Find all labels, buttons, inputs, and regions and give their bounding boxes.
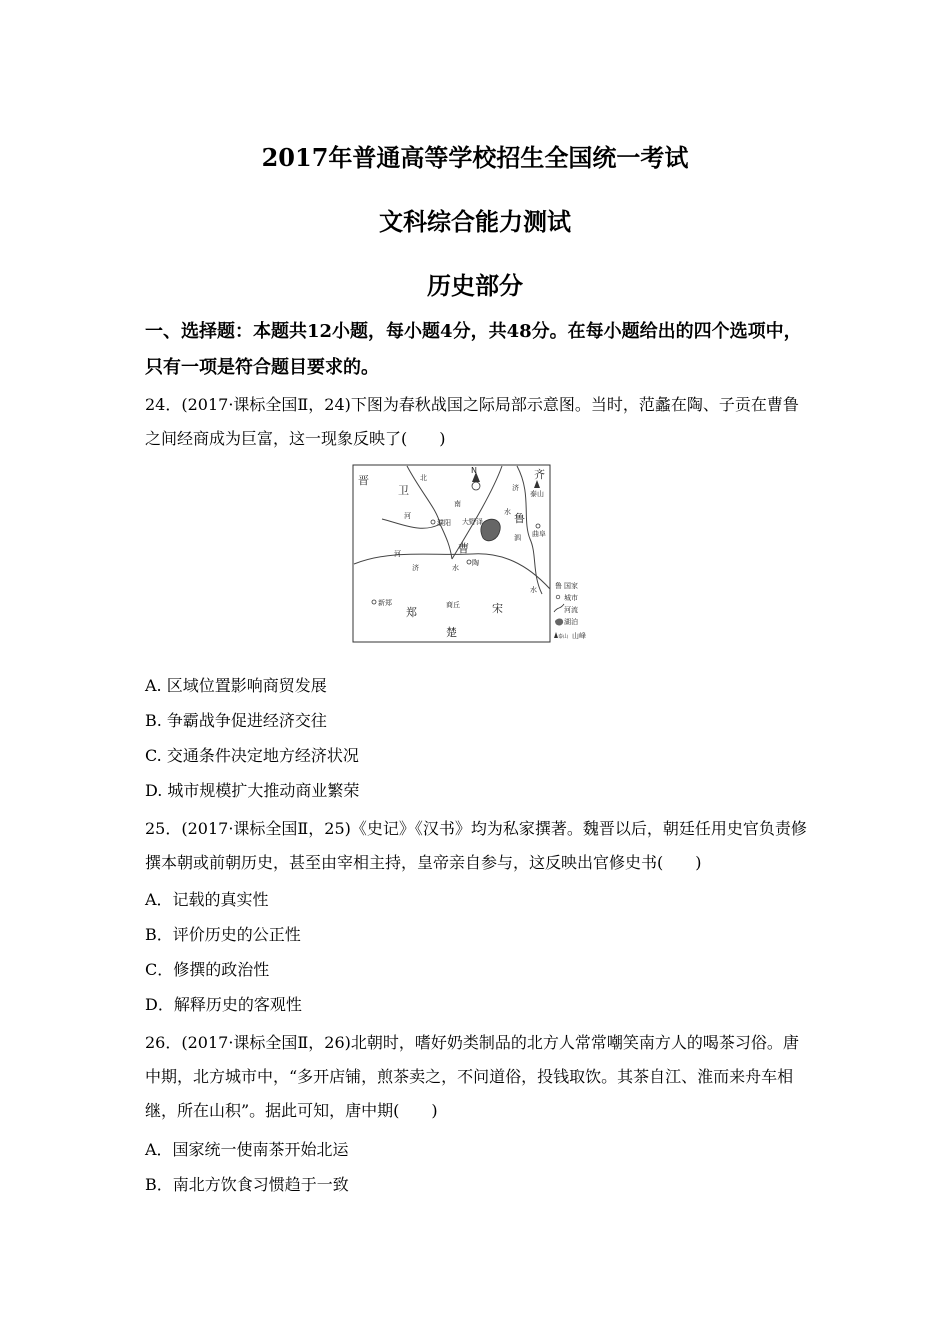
question-26-stem: 26．(2017·课标全国Ⅱ，26)北朝时，嗜好奶类制品的北方人常常嘲笑南方人的喝茶习俗。唐中期，北方城市中，“多开店铺，煎茶卖之，不问道俗，投钱取饮。其茶自江、淮而来舟车相继，所在山积”。据此可知，唐中期( ) <box>145 1033 799 1120</box>
state-chu: 楚 <box>446 626 457 639</box>
spring-autumn-map <box>352 464 600 644</box>
state-wei: 卫 <box>398 484 409 497</box>
state-zheng: 郑 <box>406 606 417 619</box>
q24-option-b: B. 争霸战争促进经济交往 <box>145 711 327 730</box>
city-qufu: 曲阜 <box>532 530 546 538</box>
section-subject: 历史部分 <box>427 271 523 300</box>
exam-title: 2017年普通高等学校招生全国统一考试 <box>261 143 689 172</box>
legend-state: 国家 <box>564 582 578 590</box>
q25-option-c: C．修撰的政治性 <box>145 960 270 979</box>
q25-option-d: D．解释历史的客观性 <box>145 995 302 1014</box>
river-label-ji1: 济 <box>512 484 519 492</box>
city-shangqiu: 商丘 <box>446 601 460 609</box>
mountain-taishan: 泰山 <box>530 490 544 498</box>
legend-lake: 湖泊 <box>564 618 578 626</box>
river-label-shui3: 水 <box>530 586 537 594</box>
exam-subtitle: 文科综合能力测试 <box>379 207 571 236</box>
section-heading: 一、选择题：本题共12小题，每小题4分，共48分。在每小题给出的四个选项中，只有一项是符合题目要求的。 <box>145 321 802 378</box>
river-label-ji2: 济 <box>412 564 419 572</box>
state-lu: 鲁 <box>514 512 525 525</box>
state-song: 宋 <box>492 602 503 615</box>
lake-daye: 大野泽 <box>462 518 483 526</box>
city-tao: 陶 <box>472 559 479 567</box>
question-25-stem: 25．(2017·课标全国Ⅱ，25)《史记》《汉书》均为私家撰著。魏晋以后，朝廷任用史官负责修撰本朝或前朝历史，甚至由宰相主持，皇帝亲自参与，这反映出官修史书( ) <box>145 819 807 872</box>
q24-option-a: A. 区域位置影响商贸发展 <box>145 676 327 695</box>
river-label-shui1: 水 <box>504 508 511 516</box>
question-24-stem: 24．(2017·课标全国Ⅱ，24)下图为春秋战国之际局部示意图。当时，范蠡在陶、子贡在曹鲁之间经商成为巨富，这一现象反映了( ) <box>145 395 799 448</box>
north-label: N <box>471 466 477 475</box>
river-label-si: 泗 <box>514 534 521 542</box>
legend-mountain: 山峰 <box>572 632 586 640</box>
legend-river: 河流 <box>564 606 578 614</box>
q25-option-b: B．评价历史的公正性 <box>145 925 301 944</box>
city-puyang: 濮阳 <box>437 519 451 527</box>
map-legend <box>554 581 586 640</box>
river-label-nan: 南 <box>454 500 461 508</box>
q26-option-b: B．南北方饮食习惯趋于一致 <box>145 1175 349 1194</box>
legend-mountain-sample: 泰山 <box>558 634 569 640</box>
river-label-he1: 河 <box>404 512 411 520</box>
state-qi: 齐 <box>534 468 545 481</box>
legend-lu-sample: 鲁 <box>555 582 562 590</box>
q24-option-c: C. 交通条件决定地方经济状况 <box>145 746 359 765</box>
river-label-bei: 北 <box>420 474 427 482</box>
q24-option-d: D. 城市规模扩大推动商业繁荣 <box>145 781 360 800</box>
city-xinzheng: 新郑 <box>378 599 392 607</box>
state-jin: 晋 <box>358 474 369 487</box>
state-cao: 曹 <box>458 542 469 555</box>
q26-option-a: A．国家统一使南茶开始北运 <box>145 1140 349 1159</box>
q25-option-a: A．记载的真实性 <box>145 890 269 909</box>
river-label-he2: 河 <box>394 550 401 558</box>
legend-city: 城市 <box>564 594 578 602</box>
river-label-shui2: 水 <box>452 564 459 572</box>
